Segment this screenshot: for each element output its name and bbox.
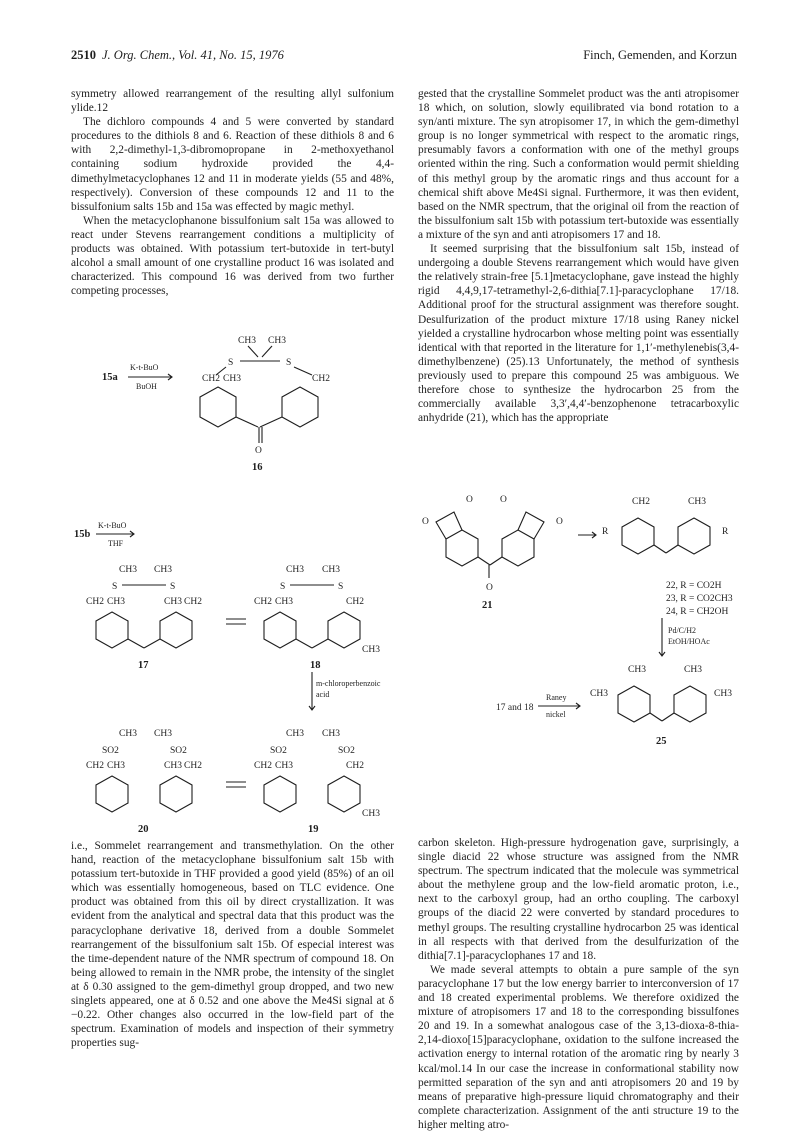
- svg-text:Raney: Raney: [546, 693, 567, 702]
- svg-text:S: S: [338, 582, 344, 592]
- svg-text:O: O: [556, 517, 563, 527]
- svg-text:CH3: CH3: [362, 809, 380, 819]
- right-column-bottom: [418, 836, 739, 1132]
- svg-text:CH2: CH2: [346, 597, 364, 607]
- benzene-ring: [160, 612, 192, 648]
- svg-text:K-t-BuO: K-t-BuO: [98, 521, 127, 530]
- svg-text:S: S: [228, 358, 234, 368]
- svg-text:S: S: [280, 582, 286, 592]
- paragraph: When the metacyclophanone bissulfonium salt 15a was allowed to react under Stevens rearrangement conditions a multiplicity of products was obtained. With potassium tert-butoxide in tert-butyl alcohol a small amount of one crystalline product 16 was isolated and characterized. This compound 16 was derived from two further competing processes,: [71, 214, 394, 298]
- paragraph: carbon skeleton. High-pressure hydrogenation gave, surprisingly, a single diacid 22 whose structure was assigned from the NMR spectrum. The spectrum indicated that the molecule was symmetrical about the methylene group and the low-field aromatic proton, i.e., next to the carboxyl group, had an ortho coupling. The carboxyl groups of the diacid 22 were converted by standard procedures to methyl groups. The resulting crystalline hydrocarbon 25 was identical in all respects with that derived from the desulfurization of the dithia[7.1]-paracyclophanes 17 and 18.: [418, 837, 739, 962]
- benzene-ring: [200, 387, 236, 427]
- svg-text:CH2: CH2: [254, 597, 272, 607]
- label-25: 25: [656, 736, 667, 747]
- svg-text:CH3: CH3: [322, 729, 340, 739]
- svg-text:O: O: [500, 495, 507, 505]
- svg-text:CH2: CH2: [312, 374, 330, 384]
- svg-text:17 and 18: 17 and 18: [496, 703, 534, 713]
- solvent-label: BuOH: [136, 382, 157, 391]
- scheme-15b-sommelet: [74, 520, 404, 835]
- benzene-ring: [96, 776, 128, 812]
- paragraph: It seemed surprising that the bissulfonium salt 15b, instead of undergoing a double Stevens rearrangement which would have given the relatively strain-free [5.1]metacyclophane, gave instead the highly rigid 4,4,9,17-tetramethyl-2,6-dithia[7.1]-paracyclophane 17/18. Additional proof for the structural assignment was therefore sought. Desulfurization of the product mixture 17/18 using Raney nickel yielded a crystalline hydrocarbon whose melting point was essentially identical with that reported in the literature for 1,1′-methylenebis(3,4-dimethylbenzene) (25).13 Unfortunately, the method of synthesis previously used to prepare this compound 25 was ambiguous. We therefore chose to synthesize the hydrocarbon 25 from the commercially available 3,3′,4,4′-benzophenone tetracarboxylic anhydride (21), which has the appropriate: [418, 243, 739, 425]
- label-19: 19: [308, 824, 319, 835]
- benzene-ring: [618, 686, 650, 722]
- label-24: 24, R = CH2OH: [666, 607, 729, 617]
- paragraph: We made several attempts to obtain a pure sample of the syn paracyclophane 17 but the low energy barrier to interconversion of 17 and 18 created experimental problems. We therefore oxidized the mixture of atropisomers 17 and 18 to the corresponding bissulfones 20 and 19. In a somewhat analogous case of the 3,13-dioxa-8-thia-2,14-dioxo[15]paracyclophane, oxidation to the sulfone increased the activation energy to internal rotation of the aromatic ring by nearly 3 kcal/mol.14 In our case the increase in conformational stability now permitted separation of the syn and anti atropisomers 20 and 19 by means of preparative high-pressure liquid chromatography and their complete characterization. Assignment of the anti structure 19 to the higher melting atro-: [418, 963, 739, 1131]
- svg-text:CH3: CH3: [286, 729, 304, 739]
- svg-text:R: R: [722, 527, 729, 537]
- svg-text:S: S: [286, 358, 292, 368]
- svg-text:O: O: [486, 583, 493, 593]
- svg-text:CH3: CH3: [688, 497, 706, 507]
- benzene-ring: [264, 612, 296, 648]
- label-23: 23, R = CO2CH3: [666, 594, 733, 604]
- svg-text:CH3: CH3: [362, 645, 380, 655]
- svg-text:CH3: CH3: [268, 336, 286, 346]
- svg-text:SO2: SO2: [338, 746, 355, 756]
- svg-text:EtOH/HOAc: EtOH/HOAc: [668, 637, 710, 646]
- svg-text:THF: THF: [108, 539, 124, 548]
- benzene-ring: [160, 776, 192, 812]
- svg-text:CH2: CH2: [86, 597, 104, 607]
- svg-text:CH3: CH3: [322, 565, 340, 575]
- benzene-ring: [446, 530, 478, 566]
- svg-text:CH3: CH3: [119, 565, 137, 575]
- svg-text:CH3: CH3: [684, 665, 702, 675]
- svg-text:CH2: CH2: [202, 374, 220, 384]
- benzene-ring: [328, 776, 360, 812]
- left-column-bottom: [71, 839, 394, 1050]
- svg-text:CH3: CH3: [164, 761, 182, 771]
- benzene-ring: [678, 518, 710, 554]
- svg-text:CH3: CH3: [628, 665, 646, 675]
- svg-text:CH3: CH3: [275, 597, 293, 607]
- svg-text:CH2: CH2: [184, 597, 202, 607]
- benzene-ring: [96, 612, 128, 648]
- paragraph: i.e., Sommelet rearrangement and transmethylation. On the other hand, reaction of the metacyclophane bissulfonium salt 15b with potassium tert-butoxide in THF provided a good yield (85%) of an oil which was essentially homogeneous, based on TLC evidence. One product was obtained from this oil by direct crystallization. It was evident from the analytical and spectral data that this product was the paracyclophane derivative 18, derived from a double Sommelet rearrangement of the bissulfonium salt 15b. Of especial interest was the time-dependent nature of the NMR spectrum of compound 18. On being allowed to remain in the NMR probe, the intensity of the singlet at δ 0.30 assigned to the gem-dimethyl group dropped, and two new singlets appeared, one at δ 0.52 and one above the Me4Si signal at δ −0.22. Other changes also occurred in the low-field part of the spectrum. Examination of models and inspection of their symmetry properties sug-: [71, 840, 394, 1050]
- paragraph: gested that the crystalline Sommelet product was the anti atropisomer 18 which, on solution, slowly equilibrated via bond rotation to a syn/anti mixture. The syn atropisomer 17, in which the gem-dimethyl group is no longer symmetrical with respect to the aromatic rings, presumably favors a conformation with one of the methyl groups oriented within the ring. Such a conformation would permit shielding of this methyl group by the aromatic rings and thus account for a chemical shift above Me4Si signal. Furthermore, it was then evident, based on the NMR spectrum, that the original oil from the reaction of the bissulfonium salt 15b with potassium tert-butoxide was essentially a mixture of the syn and anti atropisomers 17 and 18.: [418, 88, 739, 241]
- svg-text:CH2: CH2: [632, 497, 650, 507]
- label-16: 16: [252, 462, 263, 473]
- svg-text:Pd/C/H2: Pd/C/H2: [668, 626, 697, 635]
- svg-text:m-chloroperbenzoic: m-chloroperbenzoic: [316, 679, 381, 688]
- benzene-ring: [282, 387, 318, 427]
- svg-text:O: O: [422, 517, 429, 527]
- svg-text:S: S: [112, 582, 118, 592]
- paragraph: symmetry allowed rearrangement of the resulting allyl sulfonium ylide.12: [71, 88, 394, 115]
- right-column-top: [418, 87, 739, 425]
- scheme-benzophenone-route: [418, 490, 743, 830]
- svg-text:acid: acid: [316, 690, 330, 699]
- svg-text:CH3: CH3: [238, 336, 256, 346]
- svg-text:CH3: CH3: [164, 597, 182, 607]
- svg-text:S: S: [170, 582, 176, 592]
- benzene-ring: [622, 518, 654, 554]
- svg-text:CH3: CH3: [590, 689, 608, 699]
- label-20: 20: [138, 824, 149, 835]
- svg-text:SO2: SO2: [270, 746, 287, 756]
- svg-text:O: O: [255, 446, 262, 456]
- svg-text:CH2: CH2: [254, 761, 272, 771]
- label-15a: 15a: [102, 372, 118, 383]
- svg-text:CH3: CH3: [223, 374, 241, 384]
- svg-text:CH2: CH2: [346, 761, 364, 771]
- svg-text:CH3: CH3: [154, 565, 172, 575]
- left-column-top: [71, 87, 394, 298]
- svg-text:CH3: CH3: [107, 761, 125, 771]
- svg-text:CH3: CH3: [107, 597, 125, 607]
- benzene-ring: [502, 530, 534, 566]
- label-17: 17: [138, 660, 149, 671]
- svg-text:R: R: [602, 527, 609, 537]
- benzene-ring: [264, 776, 296, 812]
- svg-text:CH3: CH3: [154, 729, 172, 739]
- scheme-15a-to-16: [90, 335, 400, 480]
- svg-text:CH3: CH3: [275, 761, 293, 771]
- page-number: 2510: [71, 48, 96, 62]
- journal-citation: J. Org. Chem., Vol. 41, No. 15, 1976: [102, 48, 284, 62]
- svg-text:CH3: CH3: [119, 729, 137, 739]
- benzene-ring: [674, 686, 706, 722]
- reagent-label: K-t-BuO: [130, 363, 159, 372]
- svg-text:CH2: CH2: [184, 761, 202, 771]
- svg-text:CH3: CH3: [286, 565, 304, 575]
- svg-text:O: O: [466, 495, 473, 505]
- label-22: 22, R = CO2H: [666, 581, 722, 591]
- label-15b: 15b: [74, 529, 91, 540]
- svg-text:CH2: CH2: [86, 761, 104, 771]
- running-authors: Finch, Gemenden, and Korzun: [583, 48, 737, 62]
- svg-text:CH3: CH3: [714, 689, 732, 699]
- paragraph: The dichloro compounds 4 and 5 were converted by standard procedures to the dithiols 8 and 6. Reaction of these dithiols 8 and 6 with 2,2-dimethyl-1,3-dibromopropane in 2-methoxyethanol containing sodium hydroxide provided the 4,4-dimethylmetacyclophanes 12 and 11 in moderate yields (55 and 48%, respectively). Conversion of these compounds 12 and 11 to the bissulfonium salts 15b and 15a was effected by magic methyl.: [71, 116, 394, 213]
- page-header: [71, 48, 737, 68]
- label-18: 18: [310, 660, 321, 671]
- svg-text:SO2: SO2: [170, 746, 187, 756]
- svg-text:nickel: nickel: [546, 710, 566, 719]
- label-21: 21: [482, 600, 493, 611]
- benzene-ring: [328, 612, 360, 648]
- svg-text:SO2: SO2: [102, 746, 119, 756]
